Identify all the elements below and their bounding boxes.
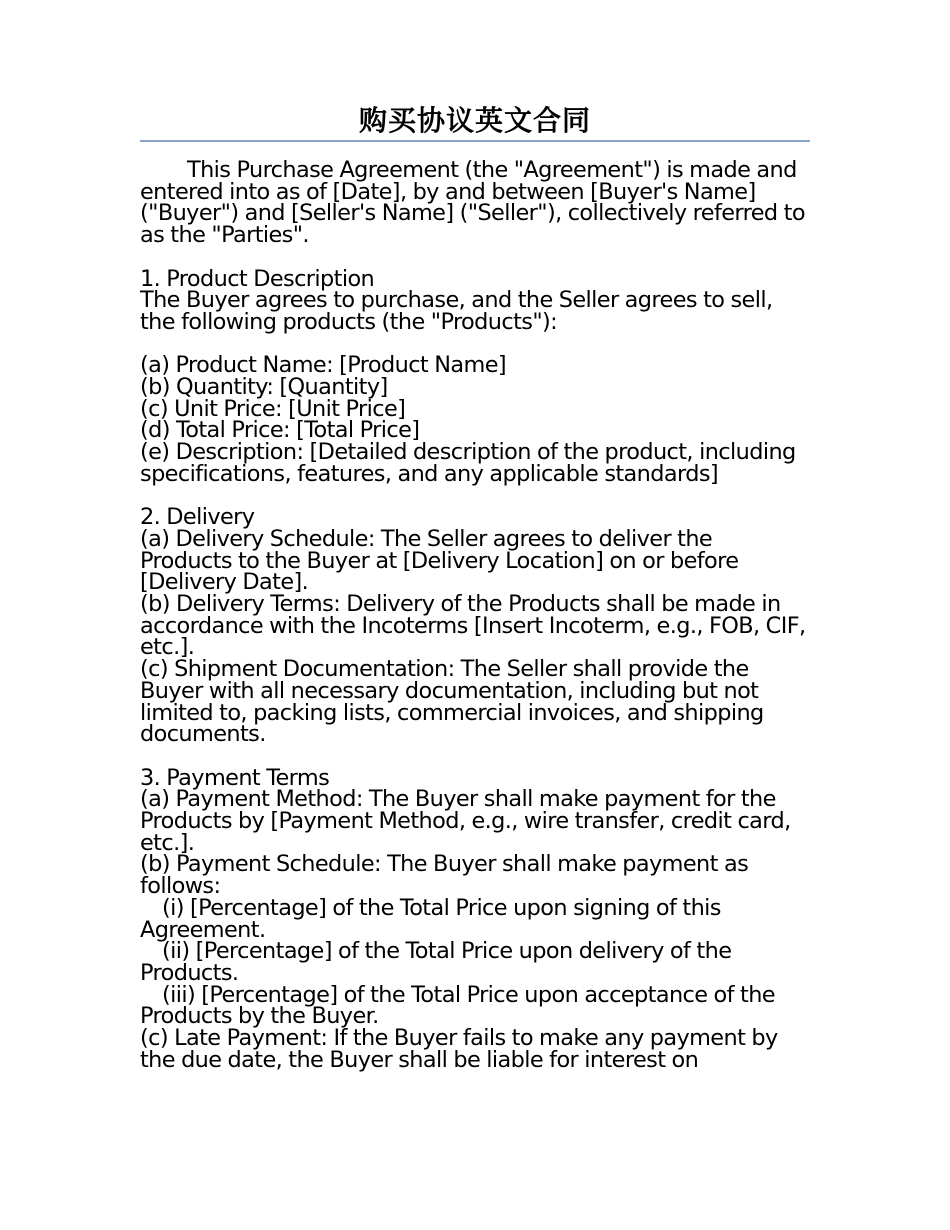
intro-paragraph: This Purchase Agreement (the "Agreement") is made and entered into as of [Date], by and between [Buyer's Name] ("Buyer") and [Seller's Name] ("Seller"), collectively referred to as the "Parties". (140, 157, 812, 249)
list-item: (b) Quantity: [Quantity] (140, 374, 388, 400)
sub-list-item: (i) [Percentage] of the Total Price upon signing of this Agreement. (140, 894, 727, 943)
section-heading: 1. Product Description (140, 265, 375, 292)
sub-list-item: (iii) [Percentage] of the Total Price upon acceptance of the Products by the Buyer. (140, 981, 782, 1030)
sub-list-item: (ii) [Percentage] of the Total Price upon delivery of the Products. (140, 938, 738, 986)
list-item: (d) Total Price: [Total Price] (140, 417, 420, 444)
list-item: (b) Delivery Terms: Delivery of the Products shall be made in accordance with the Incoterms [Insert Incoterm, e.g., FOB, CIF, etc.]. (140, 591, 812, 661)
list-item: (a) Payment Method: The Buyer shall make payment for the Products by [Payment Method, e.g., wire transfer, credit card, etc.]. (140, 786, 797, 856)
section-heading: 2. Delivery (140, 504, 255, 531)
section-heading: 3. Payment Terms (140, 764, 330, 791)
title-bar (140, 102, 810, 142)
list-item: (c) Unit Price: [Unit Price] (140, 395, 406, 422)
list-item: (b) Payment Schedule: The Buyer shall make payment as follows: (140, 851, 755, 900)
list-item: (a) Delivery Schedule: The Seller agrees to deliver the Products to the Buyer at [Delivery Location] on or before [Delivery Date]. (140, 525, 745, 596)
list-item: (c) Shipment Documentation: The Seller shall provide the Buyer with all necessary documentation, including but not limited to, packing lists, commercial invoices, and shipping documents. (140, 656, 770, 748)
document-body (140, 157, 812, 1073)
list-item: (a) Product Name: [Product Name] (140, 352, 507, 379)
list-item: (e) Description: [Detailed description of the product, including specifications, features, and any applicable standards] (140, 439, 802, 487)
document-title: 购买协议英文合同 (358, 104, 591, 137)
section-paragraph: The Buyer agrees to purchase, and the Seller agrees to sell, the following products (the "Products"): (140, 287, 779, 335)
list-item: (c) Late Payment: If the Buyer fails to make any payment by the due date, the Buyer shall be liable for interest on (140, 1025, 784, 1073)
